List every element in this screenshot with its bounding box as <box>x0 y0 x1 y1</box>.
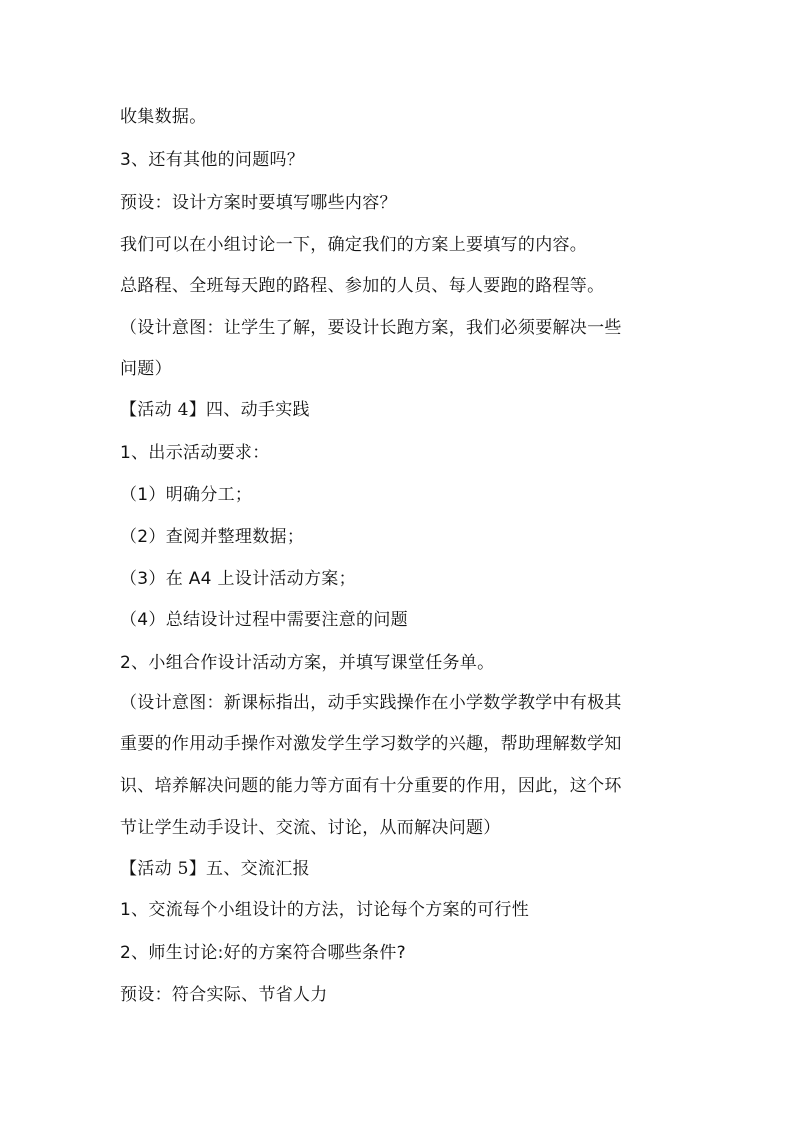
text-line: 3、还有其他的问题吗？ <box>120 150 305 170</box>
text-line: 总路程、全班每天跑的路程、参加的人员、每人要跑的路程等。 <box>120 276 605 296</box>
text-line: 预设：设计方案时要填写哪些内容？ <box>120 193 397 213</box>
text-line: 重要的作用动手操作对激发学生学习数学的兴趣，帮助理解数学知 <box>120 734 622 754</box>
text-line: （设计意图：新课标指出，动手实践操作在小学数学教学中有极其 <box>120 693 622 713</box>
list-item: （3）在 A4 上设计活动方案； <box>120 569 356 589</box>
section-heading: 【活动 4】四、动手实践 <box>120 400 310 420</box>
text-line: （设计意图：让学生了解，要设计长跑方案，我们必须要解决一些 <box>120 318 622 338</box>
text-line: 2、小组合作设计活动方案，并填写课堂任务单。 <box>120 653 495 673</box>
text-line: 问题） <box>120 359 172 379</box>
text-line: 识、培养解决问题的能力等方面有十分重要的作用，因此，这个环 <box>120 776 622 796</box>
text-line: 1、交流每个小组设计的方法，讨论每个方案的可行性 <box>120 900 530 920</box>
text-line: 预设：符合实际、节省人力 <box>120 985 328 1005</box>
list-item: （4）总结设计过程中需要注意的问题 <box>120 610 408 630</box>
text-line: 节让学生动手设计、交流、讨论，从而解决问题） <box>120 818 501 838</box>
section-heading: 【活动 5】五、交流汇报 <box>120 859 310 879</box>
text-line: 我们可以在小组讨论一下，确定我们的方案上要填写的内容。 <box>120 235 588 255</box>
list-item: （1）明确分工； <box>120 485 253 505</box>
list-item: （2）查阅并整理数据； <box>120 527 305 547</box>
text-line: 收集数据。 <box>120 107 207 127</box>
text-line: 2、师生讨论:好的方案符合哪些条件? <box>120 943 406 963</box>
text-line: 1、出示活动要求： <box>120 443 270 463</box>
